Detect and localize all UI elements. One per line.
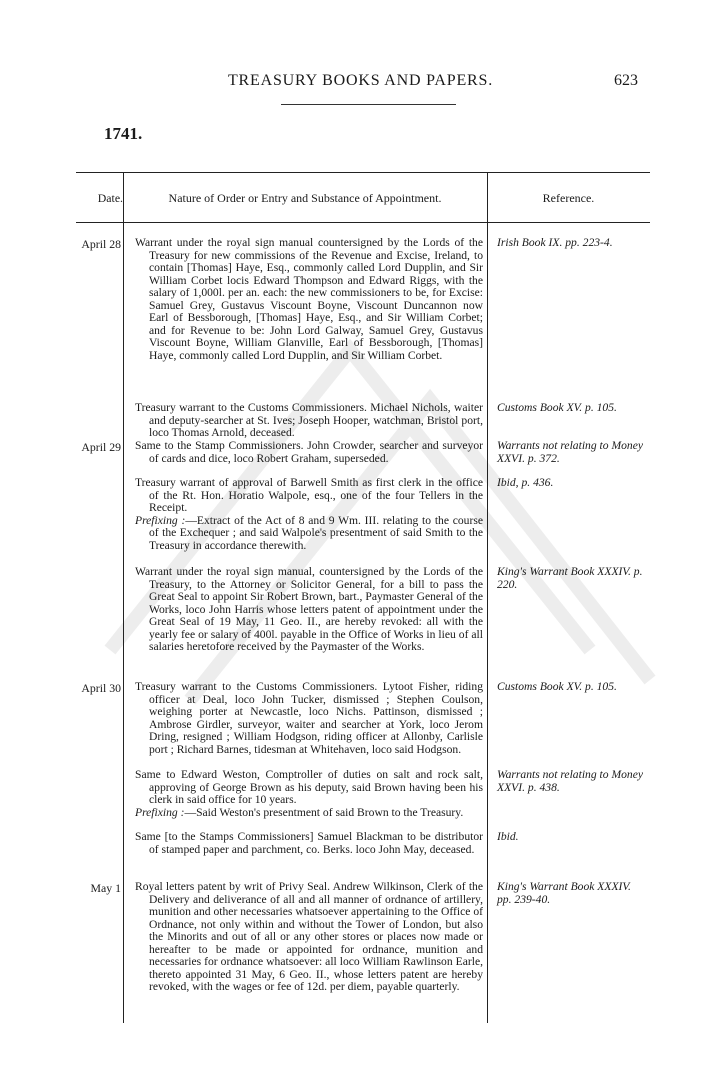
entry-paragraph: Same [to the Stamps Commissioners] Samuel Blackman to be distributor of stamped paper and parchment, co. Berks. loco John May, deceased. <box>135 830 483 856</box>
entry-reference: Warrants not relating to Money XXVI. p. 438. <box>497 768 643 794</box>
entry-date: April 30 <box>81 681 121 695</box>
year-heading: 1741. <box>104 124 143 143</box>
entry-text <box>135 769 483 819</box>
entry-paragraph: Treasury warrant to the Customs Commissioners. Michael Nichols, waiter and deputy-searcher at St. Ives; Joseph Hooper, watchman, Bristol port, loco Thomas Arnold, deceased. <box>135 401 483 440</box>
running-head: TREASURY BOOKS AND PAPERS. <box>227 72 494 89</box>
prefix-text: —Said Weston's presentment of said Brown to the Treasury. <box>184 805 464 819</box>
entry-paragraph: Warrant under the royal sign manual, countersigned by the Lords of the Treasury, to the Attorney or Solicitor General, for a bill to pass the Great Seal to appoint Sir Robert Brown, bart., Paymaster General of the Works, loco John Harris whose letters patent of appointment under the Great Seal of 19 May, 11 Geo. II., are hereby revoked: all with the yearly fee or salary of 400l. payable in the Office of Works in lieu of all salaries heretofore received by the Paymaster of the Works. <box>135 565 483 654</box>
entry-date: May 1 <box>90 881 121 895</box>
entry-text <box>135 402 483 440</box>
entry-paragraph: Warrant under the royal sign manual countersigned by the Lords of the Treasury for new commissions of the Revenue and Excise, Ireland, to contain [Thomas] Haye, Esq., commonly called Lord Dupplin, and Sir William Corbet locis Edward Thompson and Edward Riggs, with the salary of 1,000l. per an. each: the new commissioners to be, for Excise: Samuel Grey, Gustavus Viscount Boyne, Viscount Duncannon now Earl of Bessborough, [Thomas] Haye, Esq., and Sir William Corbet; and for Revenue to be: John Lord Galway, Samuel Grey, Gustavus Viscount Boyne, William Glanville, Earl of Bessborough, [Thomas] Haye, commonly called Lord Dupplin, and Sir William Corbet. <box>135 236 483 362</box>
entry-paragraph: Royal letters patent by writ of Privy Seal. Andrew Wilkinson, Clerk of the Delivery and deliverance of all and all manner of ordnance of artillery, munition and other necessaries whatsoever appertaining to the Office of Ordnance, not only within and without the Tower of London, but also the Minorits and out of all or any other stores or places now made or hereafter to be made or appointed for ordnance, munition and necessaries for ordnance whatsoever: all loco William Rawlinson Earle, thereto appointed 31 May, 6 Geo. II., whose letters patent are hereby revoked, with the wages or fee of 12d. per diem, payable quarterly. <box>135 880 483 994</box>
column-header-nature: Nature of Order or Entry and Substance of Appointment. <box>168 191 442 205</box>
prefix-text: —Extract of the Act of 8 and 9 Wm. III. relating to the course of the Exchequer ; and said Walpole's presentment of said Smith to the Treasury in accordance therewith. <box>149 513 483 552</box>
column-header-date: Date. <box>97 191 123 205</box>
entry-paragraph: Treasury warrant of approval of Barwell Smith as first clerk in the office of the Rt. Hon. Horatio Walpole, esq., one of the four Tellers in the Receipt. <box>135 476 483 515</box>
entry-reference: Ibid. <box>497 830 519 843</box>
entry-paragraph: Same to the Stamp Commissioners. John Crowder, searcher and surveyor of cards and dice, loco Robert Graham, superseded. <box>135 439 483 465</box>
header-rule <box>281 104 456 105</box>
entry-text <box>135 237 483 362</box>
column-divider-reference <box>487 172 488 1023</box>
entry-text <box>135 566 483 654</box>
entry-reference: King's Warrant Book XXXIV. p. 220. <box>497 565 643 591</box>
entry-date: April 29 <box>81 440 121 454</box>
entry-paragraph: Same to Edward Weston, Comptroller of duties on salt and rock salt, approving of George Brown as his deputy, said Brown having been his clerk in said office for 10 years. <box>135 768 483 807</box>
entry-prefix <box>135 515 483 553</box>
entry-reference: Warrants not relating to Money XXVI. p. 372. <box>497 439 643 465</box>
column-header-reference: Reference. <box>542 191 595 205</box>
entry-reference: Customs Book XV. p. 105. <box>497 680 617 693</box>
table-top-rule <box>76 172 650 173</box>
entry-text <box>135 440 483 465</box>
entry-text <box>135 477 483 552</box>
entry-reference: King's Warrant Book XXXIV. pp. 239-40. <box>497 880 631 906</box>
entry-date: April 28 <box>81 237 121 251</box>
entry-prefix <box>135 807 483 820</box>
entry-reference: Customs Book XV. p. 105. <box>497 401 617 414</box>
entry-reference: Irish Book IX. pp. 223-4. <box>497 236 613 249</box>
prefix-label: Prefixing : <box>135 513 186 527</box>
entry-text <box>135 681 483 756</box>
page-number: 623 <box>614 72 638 89</box>
table-header-rule <box>76 222 650 223</box>
entry-text <box>135 881 483 994</box>
column-divider-date <box>123 172 124 1023</box>
entry-text <box>135 831 483 856</box>
prefix-label: Prefixing : <box>135 805 185 819</box>
entry-reference: Ibid, p. 436. <box>497 476 554 489</box>
entry-paragraph: Treasury warrant to the Customs Commissioners. Lytoot Fisher, riding officer at Deal, loco John Tucker, dismissed ; Stephen Coulson, weighing porter at Newcastle, loco Nichs. Pattinson, dismissed ; Ambrose Girdler, surveyor, waiter and searcher at York, loco Jerom Dring, resigned ; William Hodgson, riding officer at Allonby, Carlisle port ; Richard Barnes, tidesman at Whitehaven, loco said Hodgson. <box>135 680 483 756</box>
